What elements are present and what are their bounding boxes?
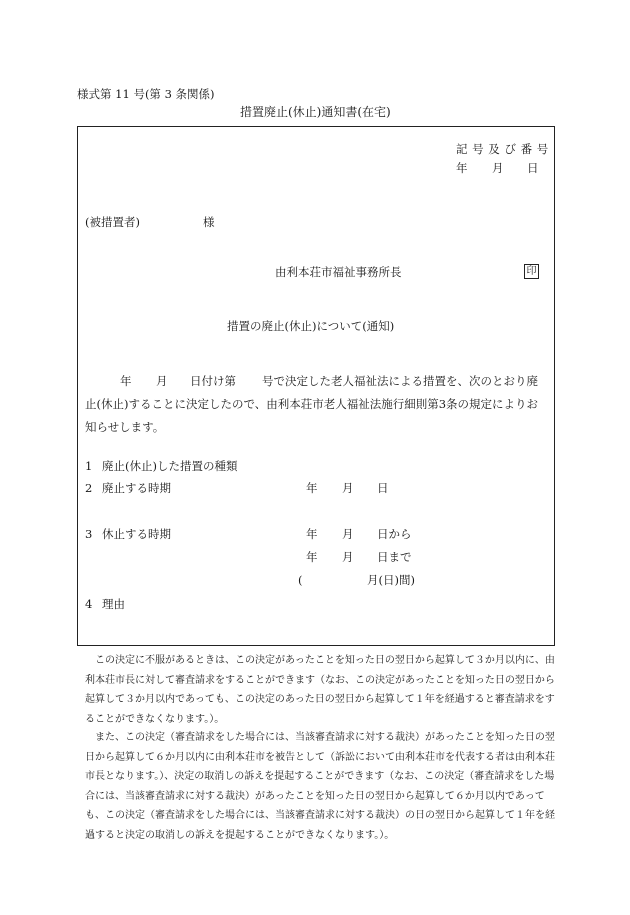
appeal-note-1: この決定に不服があるときは、この決定があったことを知った日の翌日から起算して３か月以内に、由利本荘市長に対して審査請求をすることができます（なお、この決定があったことを知った日の翌日から起算して３か月以内であっても、この決定のあった日の翌日から起算して１年を経過すると審査請求をすることができなくなります。）。: [85, 655, 555, 725]
body-line2: 止(休止)することに決定したので、由利本荘市老人福祉法施行細則第3条の規定によりお: [85, 397, 539, 411]
sender-name: 由利本荘市福祉事務所長: [275, 265, 402, 279]
date-year: 年: [456, 161, 468, 175]
subject: 措置の廃止(休止)について(通知): [227, 319, 395, 333]
body-year: 年: [120, 374, 132, 388]
item2-month: 月: [342, 481, 354, 495]
date-day: 日: [527, 161, 539, 175]
item1-number: 1: [85, 459, 93, 473]
item3-to-month: 月: [342, 550, 354, 564]
body-line3: 知らせします。: [85, 420, 165, 434]
form-number: 様式第 11 号(第 3 条関係): [77, 87, 215, 101]
body-line1-rest: 号で決定した老人福祉法による措置を、次のとおり廃: [262, 374, 538, 388]
item3-from-month: 月: [342, 527, 354, 541]
addressee-honorific: 様: [203, 215, 215, 229]
item2-year: 年: [306, 481, 318, 495]
seal-mark: 印: [524, 264, 539, 279]
item3-duration-open: (: [298, 573, 303, 587]
item2-number: 2: [85, 481, 93, 495]
item1-label: 廃止(休止)した措置の種類: [102, 459, 238, 473]
item3-label: 休止する時期: [102, 527, 171, 541]
code-and-number: 記 号 及 び 番 号: [456, 142, 549, 156]
item3-number: 3: [85, 527, 93, 541]
item3-to-day: 日まで: [377, 550, 412, 564]
body-day-dated: 日付け第: [190, 374, 236, 388]
addressee-label: (被措置者): [85, 215, 140, 229]
item3-from-year: 年: [306, 527, 318, 541]
date-month: 月: [492, 161, 504, 175]
item3-from-day: 日から: [377, 527, 412, 541]
document-title: 措置廃止(休止)通知書(在宅): [240, 105, 391, 119]
item3-duration-close: 月(日)間): [367, 573, 415, 587]
item2-label: 廃止する時期: [102, 481, 171, 495]
appeal-note-2: また、この決定（審査請求をした場合には、当該審査請求に対する裁決）があったことを知った日の翌日から起算して６か月以内に由利本荘市を被告として（訴訟において由利本荘市を代表する者は由利本荘市長となります。）、決定の取消しの訴えを提起することができます（なお、この決定（審査請求をした場合には、当該審査請求に対する裁決）があったことを知った日の翌日から起算して６か月以内であっても、この決定（審査請求をした場合には、当該審査請求に対する裁決）の日の翌日から起算して１年を経過すると決定の取消しの訴えを提起することができなくなります。）。: [85, 732, 555, 841]
item4-label: 理由: [102, 597, 125, 611]
item2-day: 日: [377, 481, 389, 495]
item3-to-year: 年: [306, 550, 318, 564]
item4-number: 4: [85, 597, 93, 611]
body-month: 月: [156, 374, 168, 388]
